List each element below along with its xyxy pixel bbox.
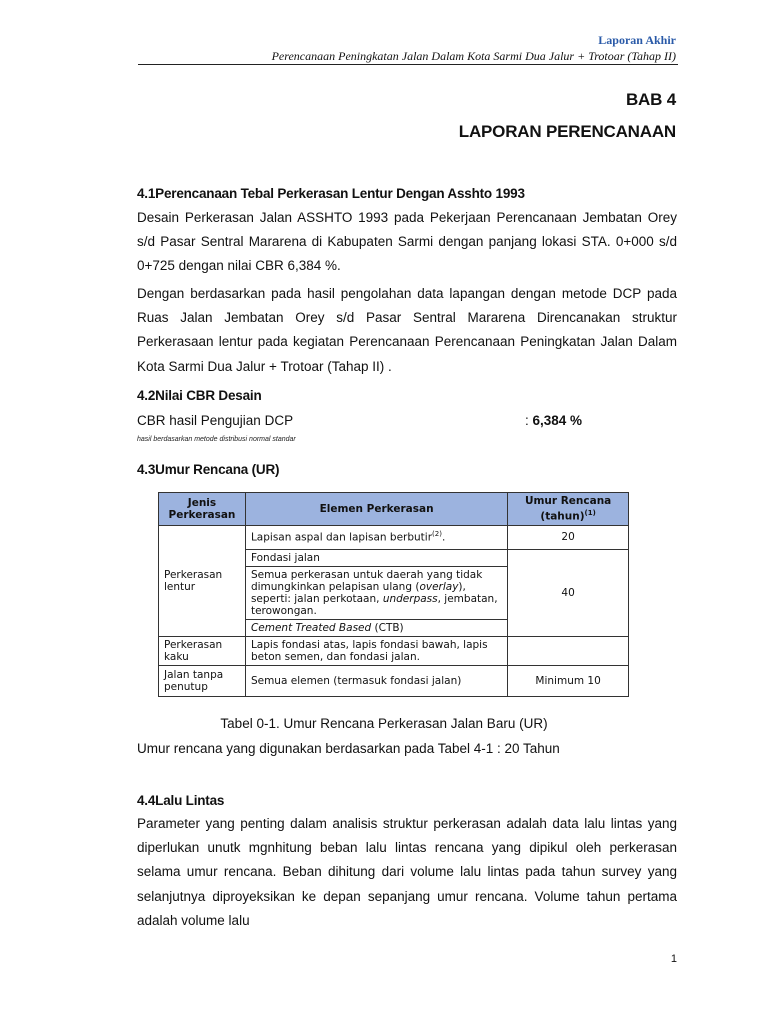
section-4-1-paragraph-1: Desain Perkerasan Jalan ASSHTO 1993 pada Pekerjaan Perencanaan Jembatan Orey s/d Pasar Sentral Mararena di Kabupaten Sarmi dengan panjang lokasi STA. 0+000 s/d 0+725 dengan nilai CBR 6,384 %. xyxy=(137,210,677,274)
cbr-colon: : xyxy=(525,413,533,428)
cell-life xyxy=(508,636,629,665)
cell-life: 20 xyxy=(508,525,629,549)
design-life-table xyxy=(158,492,629,697)
cell-life: 40 xyxy=(508,549,629,636)
table-header-row xyxy=(159,493,629,526)
table-row xyxy=(159,525,629,549)
col-header-pavement-type: Jenis Perkerasan xyxy=(159,493,246,526)
cbr-value-line xyxy=(525,413,582,428)
chapter-number: BAB 4 xyxy=(625,90,676,109)
cbr-note: hasil berdasarkan metode distribusi normal standar xyxy=(137,436,296,443)
cell-element: Fondasi jalan xyxy=(245,549,507,566)
group-flexible: Perkerasan lentur xyxy=(159,525,246,636)
project-title: Perencanaan Peningkatan Jalan Dalam Kota Sarmi Dua Jalur + Trotoar (Tahap II) xyxy=(271,49,676,63)
section-4-4-heading: 4.4Lalu Lintas xyxy=(137,793,225,808)
section-4-4-paragraph-1: Parameter yang penting dalam analisis struktur perkerasan adalah data lalu lintas yang diperlukan unutk mgnhitung beban lalu lintas rencana yang dipikul oleh perkerasan selama umur rencana. Beban dihitung dari volume lalu lintas pada tahun survey yang selanjutnya diproyeksikan ke depan sepanjang umur rencana. Volume tahun pertama adalah volume lalu xyxy=(137,816,677,928)
table-row xyxy=(159,665,629,696)
section-4-1-paragraph-2: Dengan berdasarkan pada hasil pengolahan data lapangan dengan metode DCP pada Ruas Jalan Jembatan Orey s/d Pasar Sentral Mararena Direncanakan struktur Perkerasaan lentur pada kegiatan Perencanaan Perencanaan Peningkatan Jalan Dalam Kota Sarmi Dua Jalur + Trotoar (Tahap II) . xyxy=(137,286,677,374)
chapter-title: LAPORAN PERENCANAAN xyxy=(458,122,676,141)
table-row xyxy=(159,636,629,665)
col-header-element: Elemen Perkerasan xyxy=(245,493,507,526)
design-life-statement: Umur rencana yang digunakan berdasarkan pada Tabel 4-1 : 20 Tahun xyxy=(137,741,560,756)
group-rigid: Perkerasan kaku xyxy=(159,636,246,665)
running-header xyxy=(272,33,676,63)
cell-element: Lapisan aspal dan lapisan berbutir$^{(2)}$. xyxy=(245,525,507,549)
header-divider xyxy=(138,64,678,65)
section-4-1-heading: 4.1Perencanaan Tebal Perkerasan Lentur Dengan Asshto 1993 xyxy=(137,186,525,201)
cell-element: Semua elemen (termasuk fondasi jalan) xyxy=(245,665,507,696)
cbr-value: 6,384 % xyxy=(532,413,583,428)
cbr-label: CBR hasil Pengujian DCP xyxy=(137,413,294,428)
page-number: 1 xyxy=(670,953,677,965)
table-caption: Tabel 0-1. Umur Rencana Perkerasan Jalan Baru (UR) xyxy=(220,716,548,731)
cell-element: Cement Treated Based (CTB) xyxy=(245,619,507,636)
section-4-2-heading: 4.2Nilai CBR Desain xyxy=(137,388,262,403)
col-header-design-life: Umur Rencana (tahun)$^{(1)}$ xyxy=(508,493,629,526)
section-4-3-heading: 4.3Umur Rencana (UR) xyxy=(137,462,280,477)
cell-life: Minimum 10 xyxy=(508,665,629,696)
group-unpaved: Jalan tanpa penutup xyxy=(159,665,246,696)
report-label: Laporan Akhir xyxy=(598,33,676,47)
cell-element: Semua perkerasan untuk daerah yang tidak dimungkinkan pelapisan ulang (overlay), seperti: jalan perkotaan, underpass, jembatan, terowongan. xyxy=(245,566,507,619)
cell-element: Lapis fondasi atas, lapis fondasi bawah, lapis beton semen, dan fondasi jalan. xyxy=(245,636,507,665)
